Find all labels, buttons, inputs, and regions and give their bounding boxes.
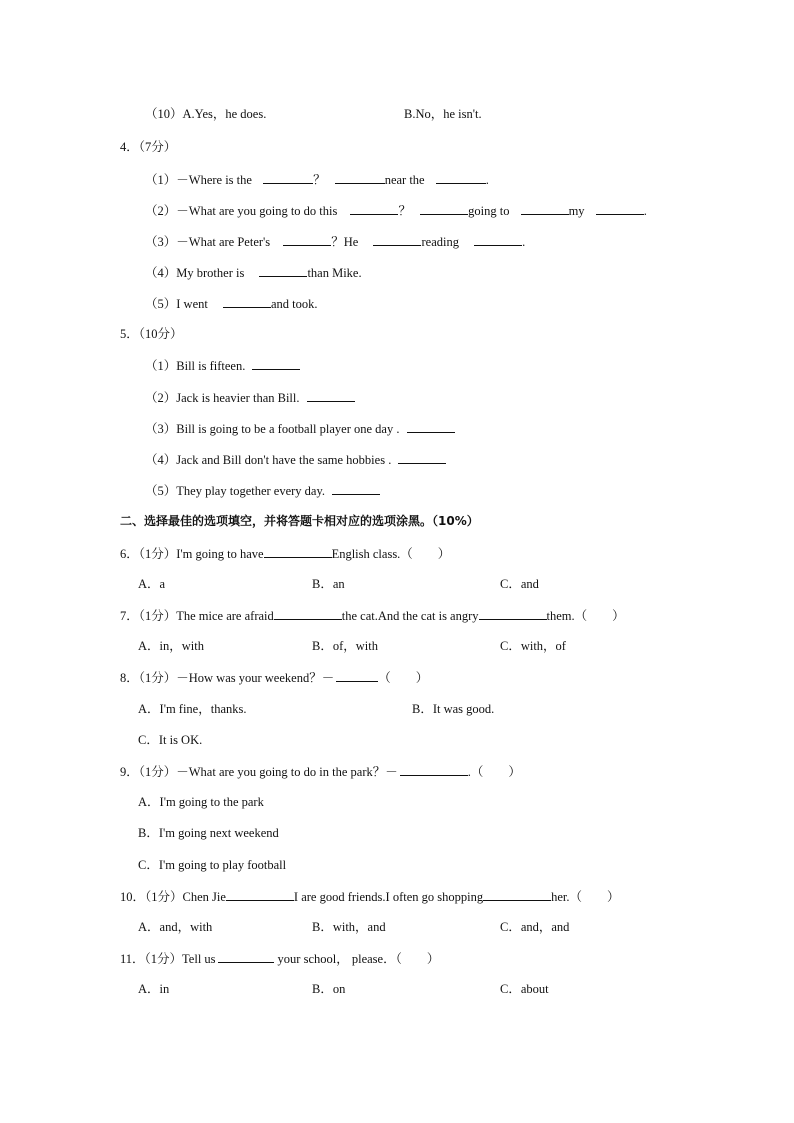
q11-option-c[interactable]: C．about bbox=[500, 982, 549, 996]
item-text: Jack and Bill don't have the same hobbies . bbox=[176, 453, 392, 467]
item-text: . bbox=[643, 204, 647, 218]
q9-stem bbox=[120, 762, 521, 781]
blank bbox=[407, 419, 455, 433]
blank bbox=[479, 606, 547, 620]
q9-option-a[interactable]: A．I'm going to the park bbox=[138, 795, 264, 809]
question-text: 11．（1分）Tell us bbox=[120, 952, 216, 966]
q4-heading: 4．（7分） bbox=[120, 140, 177, 154]
item-text: . bbox=[522, 235, 526, 249]
blank bbox=[398, 450, 446, 464]
question-text: her.（ ） bbox=[551, 890, 620, 904]
item-number: （3） bbox=[145, 235, 177, 249]
blank bbox=[259, 263, 307, 277]
q6-option-a[interactable]: A．a bbox=[138, 577, 166, 591]
blank bbox=[252, 356, 300, 370]
q5-item-1 bbox=[145, 356, 300, 375]
blank bbox=[373, 232, 421, 246]
blank bbox=[263, 170, 313, 184]
blank bbox=[521, 201, 569, 215]
item-text: They play together every day. bbox=[176, 484, 326, 498]
blank bbox=[350, 201, 398, 215]
item-number: （4） bbox=[145, 266, 177, 280]
q7-option-a[interactable]: A．in，with bbox=[138, 639, 204, 653]
q10-option-a[interactable]: A．and，with bbox=[138, 920, 213, 934]
item-text: ？He bbox=[331, 235, 359, 249]
item-number: （1） bbox=[145, 173, 177, 187]
question-text: English class.（ ） bbox=[331, 547, 451, 561]
blank bbox=[218, 949, 274, 963]
item-text: －What are you going to do this bbox=[176, 204, 338, 218]
q8-option-a[interactable]: A．I'm fine，thanks. bbox=[138, 702, 247, 716]
question-text: .（ ） bbox=[467, 765, 521, 779]
item-number: （1） bbox=[145, 359, 177, 373]
blank bbox=[274, 606, 342, 620]
option-a: A.Yes，he does. bbox=[182, 107, 267, 121]
question-text: 8．（1分）－How was your weekend？－ bbox=[120, 671, 335, 685]
blank bbox=[420, 201, 468, 215]
blank bbox=[483, 887, 551, 901]
item-number: （5） bbox=[145, 484, 177, 498]
item-text: Jack is heavier than Bill. bbox=[176, 391, 300, 405]
item-text: going to bbox=[468, 204, 510, 218]
blank bbox=[474, 232, 522, 246]
q5-item-5 bbox=[145, 481, 380, 500]
q10-option-c[interactable]: C．and，and bbox=[500, 920, 570, 934]
q4-item-4 bbox=[145, 263, 362, 282]
item-number: （4） bbox=[145, 453, 177, 467]
item-text: reading bbox=[421, 235, 459, 249]
q10-option-b[interactable]: B．with，and bbox=[312, 920, 386, 934]
item-text: my bbox=[568, 204, 585, 218]
item-text: near the bbox=[384, 173, 425, 187]
blank bbox=[596, 201, 644, 215]
q5-heading: 5．（10分） bbox=[120, 327, 183, 341]
item-number: （2） bbox=[145, 391, 177, 405]
q5-item-2 bbox=[145, 388, 355, 407]
item-text: . bbox=[485, 173, 489, 187]
item-text: ？ bbox=[398, 204, 411, 218]
q9-option-c[interactable]: C．I'm going to play football bbox=[138, 858, 287, 872]
blank bbox=[332, 481, 380, 495]
item-text: than Mike. bbox=[307, 266, 362, 280]
q9-option-b[interactable]: B．I'm going next weekend bbox=[138, 826, 279, 840]
item-text: －What are Peter's bbox=[176, 235, 271, 249]
q4-item-3 bbox=[145, 232, 525, 251]
item-text: My brother is bbox=[176, 266, 245, 280]
item-number: （10） bbox=[145, 107, 183, 121]
item-text: －Where is the bbox=[176, 173, 252, 187]
question-text: them.（ ） bbox=[546, 609, 625, 623]
q6-option-c[interactable]: C．and bbox=[500, 577, 539, 591]
blank bbox=[283, 232, 331, 246]
blank bbox=[436, 170, 486, 184]
question-text: 10．（1分）Chen Jie bbox=[120, 890, 226, 904]
q8-stem bbox=[120, 668, 428, 687]
q11-stem bbox=[120, 949, 439, 968]
question-text: 7．（1分）The mice are afraid bbox=[120, 609, 274, 623]
item-number: （2） bbox=[145, 204, 177, 218]
blank bbox=[223, 294, 271, 308]
item-number: （3） bbox=[145, 422, 177, 436]
question-text: I are good friends.I often go shopping bbox=[293, 890, 484, 904]
blank bbox=[226, 887, 294, 901]
blank bbox=[307, 388, 355, 402]
blank bbox=[335, 170, 385, 184]
q3-item-10 bbox=[145, 105, 266, 123]
q7-option-b[interactable]: B．of，with bbox=[312, 639, 378, 653]
q3-item-10-option-b: B.No，he isn't. bbox=[404, 107, 482, 121]
q11-option-b[interactable]: B．on bbox=[312, 982, 346, 996]
question-text: the cat.And the cat is angry bbox=[341, 609, 479, 623]
q5-item-4 bbox=[145, 450, 446, 469]
item-text: and took. bbox=[270, 297, 318, 311]
blank bbox=[400, 762, 468, 776]
question-text: 9．（1分）－What are you going to do in the park？－ bbox=[120, 765, 398, 779]
item-text: I went bbox=[176, 297, 208, 311]
blank bbox=[336, 668, 378, 682]
q4-item-2 bbox=[145, 201, 647, 220]
question-text: 6．（1分）I'm going to have bbox=[120, 547, 264, 561]
q7-option-c[interactable]: C．with，of bbox=[500, 639, 566, 653]
q6-option-b[interactable]: B．an bbox=[312, 577, 345, 591]
q4-item-1 bbox=[145, 170, 489, 189]
q10-stem bbox=[120, 887, 620, 906]
blank bbox=[264, 544, 332, 558]
q4-item-5 bbox=[145, 294, 318, 313]
q8-option-c[interactable]: C．It is OK. bbox=[138, 733, 203, 747]
q8-option-b[interactable]: B．It was good. bbox=[412, 702, 495, 716]
question-text: your school， please．（ ） bbox=[277, 952, 440, 966]
question-text: （ ） bbox=[378, 671, 429, 685]
q11-option-a[interactable]: A．in bbox=[138, 982, 170, 996]
q5-item-3 bbox=[145, 419, 455, 438]
q6-stem bbox=[120, 544, 450, 563]
item-text: Bill is going to be a football player one day . bbox=[176, 422, 400, 436]
section-heading: 二、选择最佳的选项填空，并将答题卡相对应的选项涂黑。（10%） bbox=[120, 514, 479, 528]
item-text: ？ bbox=[313, 173, 326, 187]
item-number: （5） bbox=[145, 297, 177, 311]
q7-stem bbox=[120, 606, 625, 625]
item-text: Bill is fifteen. bbox=[176, 359, 246, 373]
